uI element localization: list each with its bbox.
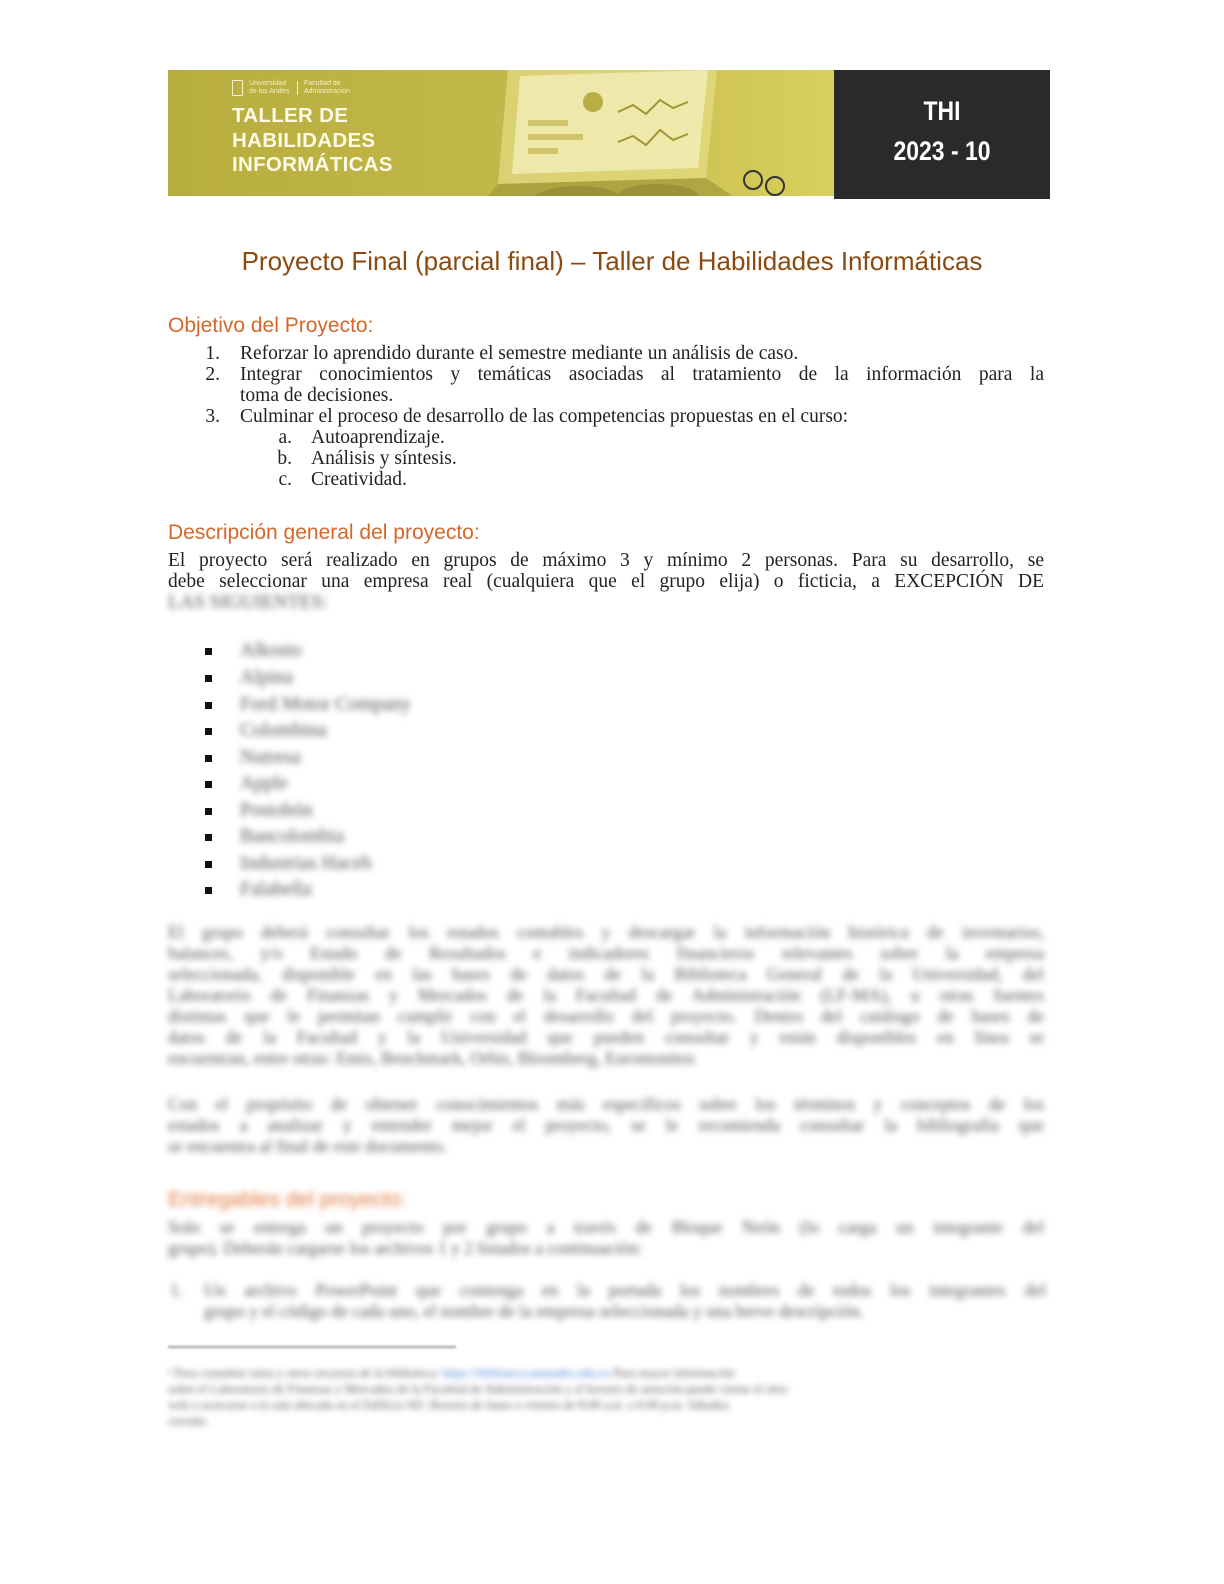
- footnote-text: ¹ Para consultar estos y otros recursos de la biblioteca:: [168, 1366, 440, 1380]
- header-banner: [168, 70, 1050, 199]
- footnote-divider: [168, 1346, 456, 1348]
- footnote-line: cerrado.: [168, 1414, 209, 1428]
- description-line: El proyecto será realizado en grupos de máximo 3 y mínimo 2 personas. Para su desarrollo, se: [168, 550, 1044, 571]
- paragraph-line: Con el propósito de obtener conocimientos más específicos sobre los términos y conceptos de los: [168, 1094, 1044, 1114]
- paragraph-line: datos de la Facultad y la Universidad que pueden consultar y están disponibles en línea se: [168, 1027, 1044, 1047]
- university-name: Universidad de los Andes: [249, 80, 290, 95]
- list-item-text: toma de decisiones.: [240, 385, 394, 406]
- list-letter: a.: [278, 427, 292, 448]
- list-letter: b.: [277, 448, 292, 469]
- paragraph-line: estados a analizar y entender mejor el proyecto, se le recomienda consultar la bibliografía que: [168, 1115, 1044, 1135]
- list-item-text: Reforzar lo aprendido durante el semestre mediante un análisis de caso.: [240, 343, 799, 364]
- list-item-text: Autoaprendizaje.: [311, 427, 445, 448]
- university-logo: [232, 80, 359, 96]
- bullet-icon: [205, 861, 212, 868]
- list-number: 3.: [205, 406, 220, 427]
- bullet-icon: [205, 755, 212, 762]
- course-term: 2023 - 10: [893, 136, 991, 166]
- banner-image: [168, 70, 834, 196]
- list-item: Nutresa: [240, 747, 301, 768]
- bullet-icon: [205, 887, 212, 894]
- list-item: Ford Motor Company: [240, 694, 412, 715]
- deliverables-heading: Entregables del proyecto:: [168, 1188, 407, 1211]
- list-item-text: Culminar el proceso de desarrollo de las competencias propuestas en el curso:: [240, 406, 849, 427]
- paragraph-line: distintas que le permitan cumplir con el desarrollo del proyecto. Dentro del catálogo de bases de: [168, 1006, 1044, 1026]
- list-item-text: Integrar conocimientos y temáticas asociadas al tratamiento de la información para la: [240, 364, 1044, 385]
- list-item: Falabella: [240, 879, 312, 900]
- banner-title-line: TALLER DE: [232, 104, 349, 127]
- banner-title-line: HABILIDADES: [232, 128, 376, 152]
- list-item: Postobón: [240, 800, 313, 821]
- description-line: debe seleccionar una empresa real (cualquiera que el grupo elija) o ficticia, a EXCEPCIÓN DE: [168, 571, 1044, 592]
- list-item: Alkosto: [240, 640, 302, 661]
- list-number: 2.: [205, 364, 220, 385]
- footnote-text: Para mayor información: [610, 1366, 735, 1380]
- footnote-link[interactable]: https://biblioteca.uniandes.edu.co: [442, 1366, 611, 1380]
- list-number: 1.: [205, 343, 220, 364]
- paragraph-line: balances, y/o Estado de Resultados e indicadores financieros relevantes sobre la empresa: [168, 943, 1044, 963]
- banner-title: [232, 104, 393, 178]
- list-item: Bancolombia: [240, 826, 344, 847]
- paragraph-line: se encuentra al final de este documento.: [168, 1136, 448, 1156]
- footnote-line: web o acercarse a la sala ubicada en el Edificio SD. Horario de lunes a viernes de 8:00 a.m. a 6:00 p.m. Sábados: [168, 1398, 730, 1412]
- list-item-text: Análisis y síntesis.: [311, 448, 457, 469]
- list-number: 1.: [170, 1280, 184, 1300]
- description-line: LAS SIGUIENTES:: [168, 592, 328, 613]
- list-item: Industrias Haceb: [240, 853, 372, 874]
- objective-heading: Objetivo del Proyecto:: [168, 314, 374, 337]
- laptop-illustration: [468, 70, 798, 196]
- list-letter: c.: [278, 469, 292, 490]
- list-item: Colombina: [240, 720, 327, 741]
- paragraph-line: encuentran, entre otras: Emis, Benchmark, Orbis, Bloomberg, Euromonitor.: [168, 1048, 698, 1068]
- paragraph-line: Solo se entrega un proyecto por grupo a través de Bloque Neón (lo carga un integrante del: [168, 1217, 1044, 1237]
- banner-title-line: INFORMÁTICAS: [232, 153, 393, 176]
- list-item: Apple: [240, 773, 288, 794]
- course-code-box: [834, 70, 1050, 199]
- paragraph-line: grupo). Deberán cargarse los archivos 1 y 2 listados a continuación:: [168, 1238, 643, 1258]
- paragraph-line: Laboratorio de Finanzas y Mercados de la Facultad de Administración (LF-MA), u otras fuentes: [168, 985, 1044, 1005]
- faculty-name: Facultad de Administración: [304, 80, 350, 95]
- list-item-text: Creatividad.: [311, 469, 407, 490]
- bullet-icon: [205, 702, 212, 709]
- document-title: Proyecto Final (parcial final) – Taller de Habilidades Informáticas: [241, 246, 983, 276]
- bullet-icon: [205, 781, 212, 788]
- university-crest-icon: [232, 80, 243, 96]
- footnote-line: sobre el Laboratorio de Finanzas y Mercados de la Facultad de Administración y el horario de atención puede visitar el sitio: [168, 1382, 788, 1396]
- footnote-line: [168, 1365, 1048, 1381]
- bullet-icon: [205, 834, 212, 841]
- list-item: Alpina: [240, 667, 294, 688]
- bullet-icon: [205, 728, 212, 735]
- paragraph-line: grupo y el código de cada uno, el nombre de la empresa seleccionada y una breve descripción.: [204, 1301, 864, 1321]
- course-code: THI: [923, 96, 961, 126]
- bullet-icon: [205, 675, 212, 682]
- paragraph-line: seleccionada, disponible en las bases de datos de la Biblioteca General de la Universidad, del: [168, 964, 1044, 984]
- paragraph-line: El grupo deberá consultar los estados contables y descargar la información histórica de inventarios,: [168, 922, 1044, 942]
- description-heading: Descripción general del proyecto:: [168, 521, 480, 544]
- paragraph-line: Un archivo PowerPoint que contenga en la portada los nombres de todos los integrantes del: [204, 1280, 1046, 1300]
- bullet-icon: [205, 648, 212, 655]
- bullet-icon: [205, 808, 212, 815]
